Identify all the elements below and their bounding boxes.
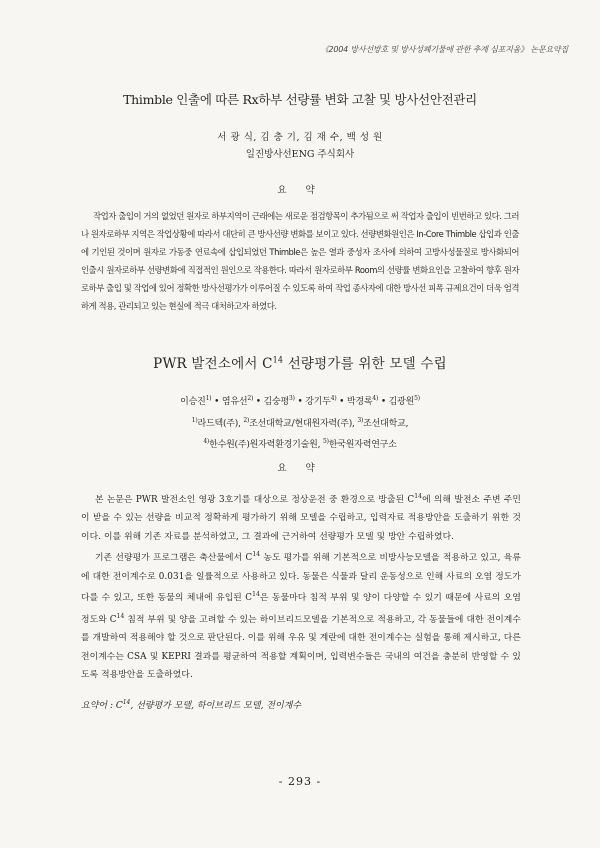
paper2-authors-line: 이승진$^{1)}$ • 염유선$^{2)}$ • 김숭평$^{3)}$ • 강기두$^{4)}$ • 박경록$^{4)}$ • 김광원$^{5)}$ <box>180 395 420 407</box>
author-sup: 4) <box>372 395 379 402</box>
author: 강기두 <box>305 397 331 407</box>
text-run: 농도 평가를 위해 기본적으로 비방사능모델을 적용하고 있고, 육류에 대한 전이계수로 0.031을 일률적으로 사용하고 있다. 동물은 식물과 달리 운동성으로 인해 사료의 오염 정도가 다를 수 있고, 또한 동물의 체내에 유입된 C <box>81 553 521 604</box>
text-run: 침적 부위 및 양을 고려할 수 있는 하이브리드모델을 기본적으로 적용하고, 각 동물들에 대한 전이계수를 개발하여 적용해야 할 것으로 판단된다. 이를 위해 우유 및 계란에 대한 전이계수는 실험을 통해 제시하고, 다른 전이계수는 CSA 및 KEPRI 결과를 평균하여 적용할 계획이며, 입력변수들은 국내의 여건을 충분히 반영할 수 있도록 적용방안을 도출하였다. <box>81 614 521 681</box>
paper2-affiliations-line2 <box>0 433 600 455</box>
author: 김숭평 <box>263 397 290 407</box>
keywords-list: , 선량평가 모델, 하이브리드 모델, 전이계수 <box>130 701 302 711</box>
affiliation: 한수원(주)원자력환경기술원, <box>209 440 323 451</box>
paper2-title-sup: 14 <box>272 355 284 365</box>
author-sup: 5) <box>414 395 420 402</box>
author: 이승진 <box>180 397 206 407</box>
paper2-affiliations-line1 <box>0 412 600 434</box>
superscript: 14 <box>414 493 423 500</box>
paper1-abstract-heading: 요 약 <box>277 185 323 196</box>
author-sup: 2) <box>247 395 254 402</box>
text-run: 에 의해 발전소 주변 주민이 받을 수 있는 선량을 비교적 정확하게 평가하기 위해 모델을 수립하고, 입력자료 적용방안을 도출하기 위한 것이다. 이를 위해 기존 자료를 분석하였고, 그 결과에 근거하여 선량평가 모델 및 방안 수립하였다. <box>81 494 521 542</box>
author: 박경록 <box>346 397 373 407</box>
author: 김광원 <box>388 397 415 407</box>
paper1-authors: 서 광 식, 김 충 기, 김 재 수, 백 성 원 <box>217 132 383 143</box>
superscript: 14 <box>122 699 131 706</box>
affiliation: 조선대학교, <box>363 418 409 429</box>
text-run: 기존 선량평가 프로그램은 축산물에서 C <box>95 553 253 564</box>
paper1-abstract: 작업자 출입이 거의 없었던 원자로 하부지역이 근래에는 새로운 점검항목이 추가됨으로 써 작업자 출입이 빈번하고 있다. 그러나 원자로하부 지역은 작업상황에 따라서 대단히 큰 방사선량 변화를 보이고 있다. 선량변화원인은 In-Core Thimble 삽입과 인출에 기인된 것이며 원자로 가동중 연료속에 삽입되었던 Thimble은 높은 열과 중성자 조사에 의하여 고방사성물질로 방사화되어 인출시 원자로하부 선량변화에 직접적인 원인으로 작용한다. 따라서 원자로하부 Room의 선량률 변화요인을 고찰하여 향후 원자로하부 출입 및 작업에 있어 정확한 방사선평가가 이루어질 수 있도록 하여 작업 종사자에 대한 방사선 피폭 규제요건이 더욱 엄격하게 적용, 관리되고 있는 현실에 적극 대처하고자 하였다. <box>81 211 519 312</box>
author: 염유선 <box>221 397 248 407</box>
text-run: 은 동물마다 침적 부위 및 양이 다양할 수 있기 때문에 사료의 오염 정도와 C <box>81 593 521 625</box>
paper2-abstract-heading: 요 약 <box>277 463 323 474</box>
paper2-title-suffix: 선량평가를 위한 모델 수립 <box>283 356 447 372</box>
author-sup: 1) <box>205 395 212 402</box>
paper2-abstract-para2 <box>81 546 521 684</box>
superscript: 14 <box>116 612 125 620</box>
paper2-keywords <box>81 698 301 711</box>
paper2-title-prefix: PWR 발전소에서 C <box>153 356 273 372</box>
page-number: - 293 - <box>278 775 322 788</box>
paper2-title <box>0 352 600 372</box>
superscript: 14 <box>252 591 260 599</box>
affiliation-sup: 5) <box>322 438 329 446</box>
paper1-title: Thimble 인출에 따른 Rx하부 선량률 변화 고찰 및 방사선안전관리 <box>123 92 477 107</box>
author-sup: 3) <box>289 395 295 402</box>
affiliation: 조선대학교/현대원자력(주), <box>249 418 358 429</box>
text-run: 본 논문은 PWR 발전소인 영광 3호기를 대상으로 정상운전 중 환경으로 방출된 C <box>95 494 415 505</box>
paper1-affiliation: 일진방사선ENG 주식회사 <box>245 149 355 160</box>
paper2-abstract <box>81 488 521 685</box>
affiliation-sup: 2) <box>243 416 250 424</box>
keywords-prefix: 요약어 : C <box>81 701 123 711</box>
affiliation-sup: 3) <box>357 416 364 424</box>
paper2-authors-block <box>0 390 600 455</box>
affiliation: 라드텍(주), <box>197 418 244 429</box>
affiliation: 한국원자력연구소 <box>328 440 397 451</box>
affiliation-sup: 4) <box>203 438 210 446</box>
author-sup: 4) <box>330 395 337 402</box>
running-head: 《2004 방사선방호 및 방사성폐기물에 관한 추계 심포지움》 논문요약집 <box>320 45 568 54</box>
paper2-abstract-para1 <box>81 488 521 546</box>
affiliation-sup: 1) <box>191 416 198 424</box>
superscript: 14 <box>252 551 261 559</box>
